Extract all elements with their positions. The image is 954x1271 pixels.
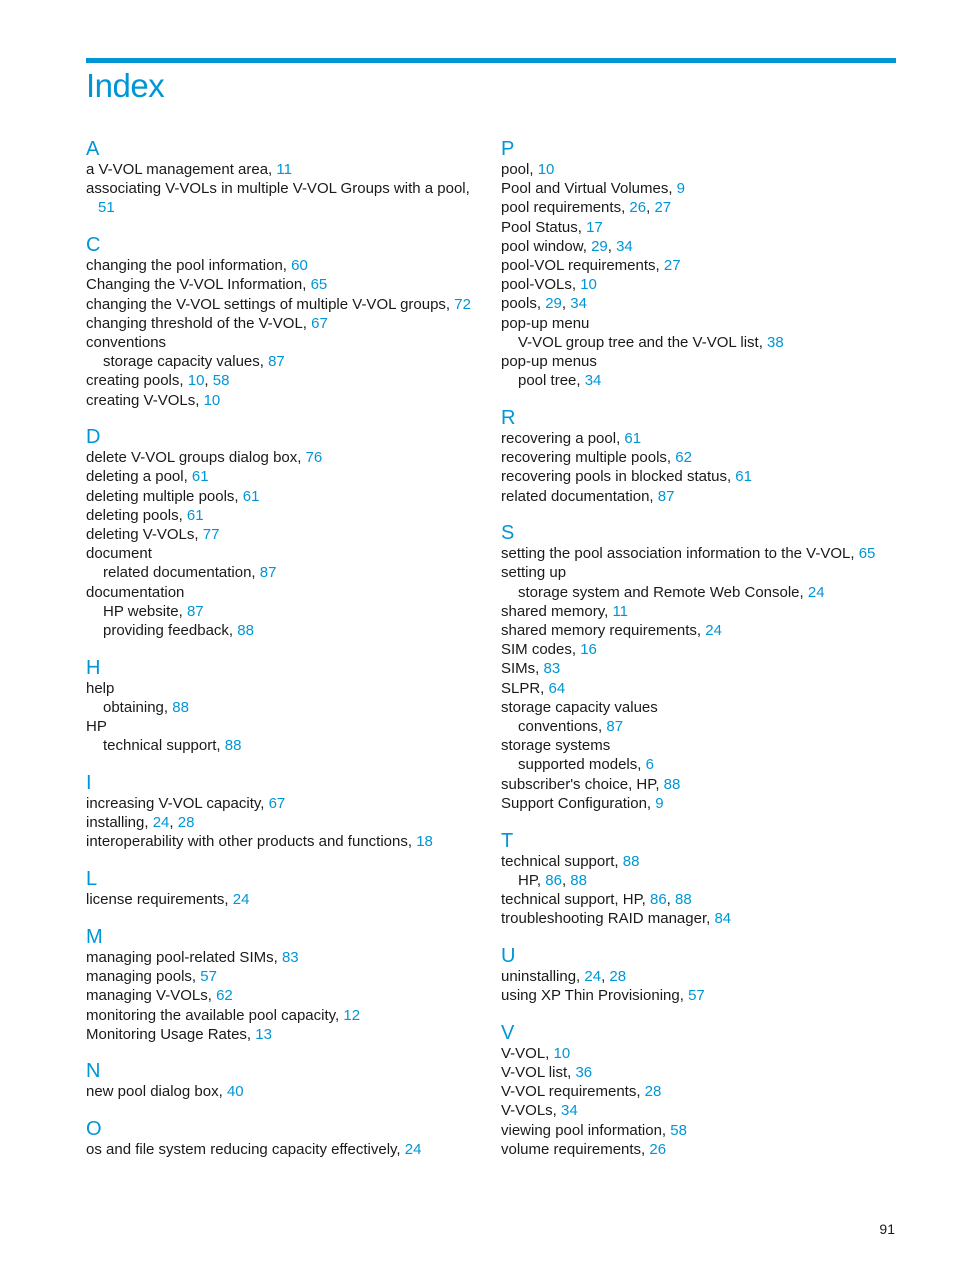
index-entry-text: increasing V-VOL capacity, — [86, 795, 269, 813]
section-gap — [501, 390, 896, 407]
page-reference-link[interactable]: 34 — [584, 372, 602, 390]
index-entry — [501, 621, 896, 640]
index-entry-text: SIMs, — [501, 660, 544, 678]
page-reference-link[interactable]: 61 — [624, 429, 642, 447]
index-entry: pools, 29, 34 — [501, 295, 587, 313]
page-reference-link[interactable]: 67 — [311, 314, 328, 332]
index-entry-text: supported models, — [518, 756, 646, 774]
index-entry — [501, 179, 896, 198]
index-subentry — [86, 602, 486, 621]
page-reference-link[interactable]: 28 — [177, 814, 195, 832]
index-entry — [86, 467, 486, 486]
page-reference-link[interactable]: 24 — [807, 583, 825, 601]
page-reference-link[interactable]: 67 — [268, 795, 286, 813]
index-section-d — [86, 426, 486, 640]
index-entry-text: pop-up menu — [501, 314, 590, 332]
page-reference-link[interactable]: 88 — [570, 871, 587, 889]
index-entry: pool window, 29, 34 — [501, 237, 633, 255]
index-entry-text: pool window, — [501, 237, 592, 255]
page-reference-link[interactable]: 87 — [259, 564, 277, 582]
index-letter-heading: P — [501, 138, 515, 160]
index-entry-text: delete V-VOL groups dialog box, — [86, 449, 306, 467]
page-reference-link[interactable]: 10 — [187, 372, 205, 390]
page-reference-link[interactable]: 28 — [609, 967, 627, 985]
index-entry — [501, 256, 896, 275]
index-entry-text: storage system and Remote Web Console, — [518, 583, 808, 601]
index-entry-text: V-VOLs, — [501, 1102, 562, 1120]
page-reference-link[interactable]: 65 — [310, 276, 328, 294]
page-reference-link[interactable]: 29 — [591, 237, 608, 255]
section-gap — [86, 756, 486, 773]
index-entry-text: changing the V-VOL settings of multiple V-VOL groups, — [86, 295, 455, 313]
page-reference-link[interactable]: 9 — [676, 180, 686, 198]
index-entry-text: deleting a pool, — [86, 468, 192, 486]
page-reference-link[interactable]: 40 — [226, 1083, 244, 1101]
index-entry — [86, 544, 486, 563]
index-entry — [86, 1140, 486, 1159]
index-entry: installing, 24, 28 — [86, 814, 195, 832]
index-entry-text: using XP Thin Provisioning, — [501, 987, 689, 1005]
index-section-r — [501, 407, 896, 506]
page-reference-link[interactable]: 88 — [172, 698, 189, 716]
index-entry — [86, 314, 486, 333]
index-entry-text: pool tree, — [518, 372, 585, 390]
index-entry-text: managing V-VOLs, — [86, 987, 217, 1005]
index-entry-text: V-VOL list, — [501, 1064, 576, 1082]
index-section-v — [501, 1022, 896, 1159]
page-reference-link[interactable]: 88 — [675, 891, 692, 908]
index-entry-text: documentation — [86, 583, 185, 601]
index-column-right — [501, 138, 896, 1159]
index-entry — [86, 1006, 486, 1025]
index-entry — [501, 487, 896, 506]
section-gap — [86, 852, 486, 869]
index-entry-text: pool requirements, — [501, 199, 630, 217]
index-letter-heading: S — [501, 522, 515, 545]
index-section-a — [86, 138, 486, 218]
index-entry — [501, 640, 896, 659]
page-number: 91 — [879, 1221, 895, 1237]
index-entry-text: setting up — [501, 564, 567, 582]
index-letter-heading: C — [86, 234, 101, 257]
page-reference-link[interactable]: 17 — [586, 218, 603, 236]
index-entry — [86, 1025, 486, 1044]
page-reference-link[interactable]: 10 — [580, 276, 597, 294]
index-entry — [501, 467, 896, 486]
index-entry — [501, 659, 896, 678]
index-entry-text: monitoring the available pool capacity, — [86, 1006, 344, 1024]
page-reference-link[interactable]: 24 — [404, 1141, 422, 1159]
index-entry — [86, 448, 486, 467]
index-entry — [86, 487, 486, 506]
index-column-left — [86, 138, 486, 1159]
index-letter-heading: T — [501, 829, 514, 852]
index-entry-text: license requirements, — [86, 891, 233, 909]
index-entry — [86, 583, 486, 602]
index-entry-text: technical support, — [103, 737, 225, 755]
page-reference-link[interactable]: 87 — [606, 718, 624, 736]
section-gap — [86, 410, 486, 427]
index-entry — [86, 160, 486, 179]
index-entry — [501, 1101, 896, 1120]
index-section-s — [501, 522, 896, 813]
page-reference-link[interactable]: 62 — [216, 987, 233, 1005]
index-subentry — [86, 563, 486, 582]
index-subentry — [86, 352, 486, 371]
page-reference-link[interactable]: 62 — [675, 449, 692, 467]
index-entry-text: V-VOL group tree and the V-VOL list, — [518, 333, 768, 351]
index-entry-text: associating V-VOLs in multiple V-VOL Groups with a pool, — [86, 180, 470, 198]
page-reference-link[interactable]: 60 — [291, 257, 308, 275]
index-entry-text: changing the pool information, — [86, 257, 292, 275]
page-reference-link[interactable]: 10 — [553, 1044, 571, 1062]
title-rule — [86, 58, 896, 63]
index-entry-text: os and file system reducing capacity effectively, — [86, 1141, 405, 1159]
index-subentry — [86, 736, 486, 755]
index-entry-text: recovering multiple pools, — [501, 449, 676, 467]
index-entry — [501, 429, 896, 448]
index-entry — [86, 986, 486, 1005]
index-entry — [501, 352, 896, 371]
page-reference-link[interactable]: 29 — [545, 295, 562, 313]
index-entry — [501, 852, 896, 871]
page-reference-link[interactable]: 57 — [200, 968, 217, 986]
index-entry — [501, 794, 896, 813]
page-title: Index — [86, 67, 165, 104]
page-reference-link[interactable]: 34 — [616, 237, 633, 255]
index-entry — [501, 448, 896, 467]
page-reference-link[interactable]: 88 — [622, 852, 640, 870]
index-entry-text: HP, — [518, 871, 546, 889]
index-entry — [86, 890, 486, 909]
page-reference-link[interactable]: 24 — [232, 891, 250, 909]
page-reference-link[interactable]: 24 — [152, 814, 170, 832]
index-section-o — [86, 1118, 486, 1159]
section-gap — [86, 1044, 486, 1061]
index-entry — [501, 1121, 896, 1140]
page-reference-link[interactable]: 76 — [305, 449, 323, 467]
page-reference-link[interactable]: 88 — [237, 622, 254, 640]
index-entry-text: related documentation, — [103, 564, 260, 582]
index-entry — [86, 717, 486, 736]
index-entry-text: pool, — [501, 161, 538, 178]
page-reference-link[interactable]: 36 — [575, 1064, 593, 1082]
index-entry-text: Pool Status, — [501, 218, 587, 236]
page-reference-link[interactable]: 18 — [416, 833, 433, 851]
index-entry — [501, 736, 896, 755]
index-entry — [501, 275, 896, 294]
index-entry-text: deleting pools, — [86, 506, 187, 524]
index-entry-text: pools, — [501, 295, 546, 313]
page-reference-link[interactable]: 61 — [735, 468, 752, 486]
index-subentry — [501, 583, 896, 602]
index-entry-text: SIM codes, — [501, 641, 581, 659]
index-section-u — [501, 945, 896, 1005]
index-entry-text: creating pools, — [86, 372, 188, 390]
index-entry — [501, 1063, 896, 1082]
index-entry — [501, 909, 896, 928]
page-reference-link[interactable]: 86 — [545, 871, 562, 889]
index-letter-heading: I — [86, 772, 92, 795]
index-subentry — [501, 371, 896, 390]
index-entry-text: HP website, — [103, 602, 187, 620]
index-entry-text: setting the pool association information to the V-VOL, — [501, 545, 859, 563]
index-entry-text: SLPR, — [501, 679, 549, 697]
index-entry-text: recovering a pool, — [501, 429, 625, 447]
index-entry-text: conventions — [86, 333, 167, 351]
index-subentry — [501, 333, 896, 352]
page-reference-link[interactable]: 72 — [454, 295, 471, 313]
page-reference-link[interactable]: 26 — [649, 1140, 667, 1158]
page-reference-link[interactable]: 16 — [580, 641, 597, 659]
index-entry-text: technical support, — [501, 852, 623, 870]
index-entry — [86, 1082, 486, 1101]
index-entry — [86, 179, 486, 217]
index-entry — [501, 698, 896, 717]
page-reference-link[interactable]: 6 — [645, 756, 654, 774]
page-reference-link[interactable]: 9 — [655, 794, 664, 812]
index-entry — [86, 333, 486, 352]
index-entry-text: creating V-VOLs, — [86, 391, 204, 409]
page-reference-link[interactable]: 34 — [561, 1102, 578, 1120]
index-entry-text: managing pool-related SIMs, — [86, 948, 282, 966]
index-letter-heading: N — [86, 1060, 101, 1083]
page-reference-link[interactable]: 12 — [343, 1006, 361, 1024]
index-section-m — [86, 926, 486, 1044]
page-reference-link[interactable]: 34 — [570, 295, 587, 313]
index-entry-text: deleting multiple pools, — [86, 487, 243, 505]
index-entry-text: pop-up menus — [501, 353, 597, 371]
index-entry — [501, 1044, 896, 1063]
index-entry-text: a V-VOL management area, — [86, 161, 277, 178]
index-entry-text: V-VOL requirements, — [501, 1083, 645, 1101]
index-entry-text: Changing the V-VOL Information, — [86, 276, 311, 294]
index-letter-heading: R — [501, 406, 516, 429]
page-reference-link[interactable]: 87 — [186, 602, 204, 620]
page-reference-link[interactable]: 87 — [657, 487, 675, 505]
section-gap — [501, 928, 896, 945]
index-entry-text: changing threshold of the V-VOL, — [86, 314, 312, 332]
index-entry — [501, 986, 896, 1005]
page-reference-link[interactable]: 61 — [191, 468, 209, 486]
section-gap — [86, 909, 486, 926]
index-entry-text: conventions, — [518, 718, 607, 736]
index-subentry — [86, 698, 486, 717]
index-entry-text: document — [86, 545, 152, 563]
page-reference-link[interactable]: 88 — [663, 775, 681, 793]
page-reference-link[interactable]: 88 — [224, 737, 242, 755]
page-reference-link[interactable]: 83 — [543, 660, 561, 678]
index-entry — [86, 275, 486, 294]
page-reference-link[interactable]: 84 — [714, 910, 732, 928]
index-letter-heading: M — [86, 925, 103, 948]
index-entry-text: providing feedback, — [103, 622, 238, 640]
page-reference-link[interactable]: 64 — [548, 679, 566, 697]
index-entry — [501, 218, 896, 237]
section-gap — [86, 640, 486, 657]
index-letter-heading: V — [501, 1021, 515, 1044]
index-letter-heading: H — [86, 656, 101, 679]
index-letter-heading: D — [86, 426, 101, 449]
index-entry-text: recovering pools in blocked status, — [501, 468, 736, 486]
index-letter-heading: U — [501, 944, 516, 967]
index-subentry — [501, 755, 896, 774]
page-reference-link[interactable]: 10 — [537, 161, 555, 178]
index-entry — [501, 602, 896, 621]
index-entry — [86, 295, 486, 314]
index-section-i — [86, 772, 486, 852]
index-section-h — [86, 657, 486, 756]
index-entry — [86, 391, 486, 410]
index-entry-text: obtaining, — [103, 698, 173, 716]
section-gap — [501, 506, 896, 523]
index-entry — [86, 832, 486, 851]
page-reference-link[interactable]: 13 — [255, 1025, 272, 1043]
index-subentry — [86, 621, 486, 640]
page-reference-link[interactable]: 87 — [268, 353, 285, 371]
page-reference-link[interactable]: 57 — [688, 987, 705, 1005]
section-gap — [86, 218, 486, 235]
index-entry-text: related documentation, — [501, 487, 658, 505]
index-entry — [501, 775, 896, 794]
page-reference-link[interactable]: 24 — [584, 967, 602, 985]
index-entry-text: storage systems — [501, 737, 611, 755]
page-reference-link[interactable]: 10 — [203, 391, 221, 409]
section-gap — [501, 1005, 896, 1022]
index-entry-text: deleting V-VOLs, — [86, 526, 203, 544]
index-entry-text: shared memory, — [501, 602, 613, 620]
index-subentry — [501, 717, 896, 736]
index-entry — [501, 544, 896, 563]
index-entry-text: Support Configuration, — [501, 794, 656, 812]
page-reference-link[interactable]: 28 — [644, 1083, 662, 1101]
index-entry — [86, 525, 486, 544]
page-reference-link[interactable]: 61 — [242, 487, 260, 505]
index-entry-text: HP — [86, 718, 107, 736]
index-entry — [501, 1082, 896, 1101]
index-entry-text: pool-VOLs, — [501, 276, 581, 294]
index-letter-heading: A — [86, 138, 100, 160]
page-reference-link[interactable]: 86 — [649, 891, 667, 908]
index-entry-text: Monitoring Usage Rates, — [86, 1025, 256, 1043]
index-entry-text: V-VOL, — [501, 1044, 554, 1062]
page-reference-link[interactable]: 83 — [281, 948, 299, 966]
page-reference-link[interactable]: 51 — [98, 199, 115, 217]
index-section-l — [86, 868, 486, 909]
index-entry — [86, 794, 486, 813]
page-reference-link[interactable]: 11 — [612, 602, 629, 620]
index-section-t — [501, 830, 896, 929]
index-entry — [501, 563, 896, 582]
index-entry: uninstalling, 24, 28 — [501, 967, 627, 985]
index-entry-text: Pool and Virtual Volumes, — [501, 180, 677, 198]
index-entry — [501, 679, 896, 698]
index-entry: technical support, HP, 86, 88 — [501, 891, 692, 908]
index-section-c — [86, 234, 486, 410]
index-entry-text: installing, — [86, 814, 153, 832]
page-reference-link[interactable]: 61 — [186, 506, 204, 524]
index-entry — [86, 506, 486, 525]
index-entry — [501, 314, 896, 333]
index-entry-text: pool-VOL requirements, — [501, 257, 664, 275]
index-entry-text: storage capacity values — [501, 698, 658, 716]
page-reference-link[interactable]: 65 — [858, 545, 876, 563]
index-entry-text: uninstalling, — [501, 967, 585, 985]
index-entry — [86, 967, 486, 986]
index-entry-text: viewing pool information, — [501, 1121, 671, 1139]
page-reference-link[interactable]: 27 — [663, 257, 681, 275]
index-entry-continuation — [86, 198, 486, 217]
index-entry-text: interoperability with other products and functions, — [86, 833, 417, 851]
index-entry-text: new pool dialog box, — [86, 1083, 227, 1101]
index-entry — [86, 679, 486, 698]
index-entry-text: help — [86, 679, 115, 697]
index-entry — [86, 948, 486, 967]
page-reference-link[interactable]: 38 — [767, 333, 784, 351]
index-letter-heading: O — [86, 1118, 102, 1141]
index-entry — [501, 160, 896, 179]
page-reference-link[interactable]: 58 — [670, 1121, 687, 1139]
section-gap — [86, 1102, 486, 1119]
index-entry — [501, 1140, 896, 1159]
index-section-p — [501, 138, 896, 390]
page-reference-link[interactable]: 27 — [654, 199, 672, 217]
index-entry: pool requirements, 26, 27 — [501, 199, 672, 217]
page-reference-link[interactable]: 58 — [212, 372, 230, 390]
index-entry-text: managing pools, — [86, 968, 201, 986]
index-entry — [86, 256, 486, 275]
index-subentry: HP, 86, 88 — [518, 871, 587, 889]
section-gap — [501, 813, 896, 830]
index-entry-text: technical support, HP, — [501, 891, 650, 908]
page-reference-link[interactable]: 26 — [629, 199, 647, 217]
index-entry: creating pools, 10, 58 — [86, 372, 230, 390]
index-entry-text: shared memory requirements, — [501, 622, 706, 640]
page-reference-link[interactable]: 77 — [202, 526, 220, 544]
index-entry-text: subscriber's choice, HP, — [501, 775, 664, 793]
index-entry-text: volume requirements, — [501, 1140, 650, 1158]
page-reference-link[interactable]: 24 — [705, 622, 722, 640]
index-section-n — [86, 1060, 486, 1101]
index-entry-text: storage capacity values, — [103, 353, 269, 371]
index-letter-heading: L — [86, 868, 98, 891]
index-entry-text: troubleshooting RAID manager, — [501, 910, 715, 928]
page-reference-link[interactable]: 11 — [276, 161, 292, 178]
